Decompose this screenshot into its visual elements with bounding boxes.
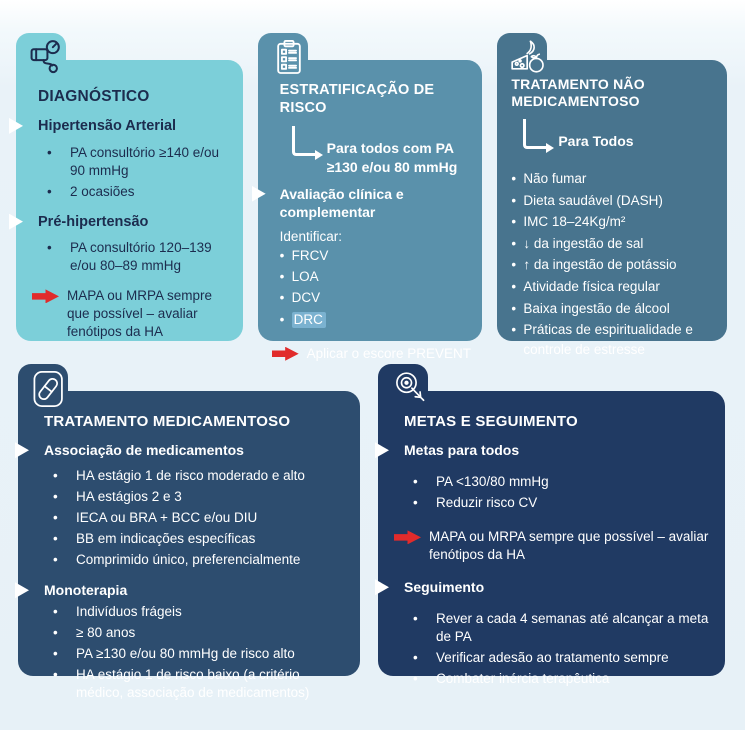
panel-estratificacao-de-risco xyxy=(258,33,483,361)
list-item: • PA <130/80 mmHg xyxy=(404,473,715,491)
panel-body xyxy=(258,60,483,361)
panel-title: ESTRATIFICAÇÃO DE RISCO xyxy=(279,82,435,116)
list-item: • Atividade física regular xyxy=(511,277,719,297)
list-item: • IMC 18–24Kg/m² xyxy=(511,212,719,232)
subheading: Identificar: xyxy=(279,229,342,245)
red-arrow-note: MAPA ou MRPA sempre que possível – avaliar fenótipos da HA xyxy=(394,528,715,564)
list-item-highlighted xyxy=(280,310,473,329)
list-item: • Baixa ingestão de álcool xyxy=(511,299,719,319)
panel-tratamento-medicamentoso xyxy=(18,364,360,701)
list-item: • Verificar adesão ao tratamento sempre xyxy=(404,649,715,667)
bullet-list xyxy=(511,169,719,359)
panel-tratamento-nao-medicamentoso xyxy=(497,33,727,357)
bullet-list xyxy=(44,467,350,569)
list-item: • DCV xyxy=(280,288,473,307)
panel-metas-e-seguimento xyxy=(378,364,725,687)
elbow-arrow-icon xyxy=(292,126,316,156)
red-arrow-icon xyxy=(272,347,299,361)
bullet-list xyxy=(44,603,350,702)
section-heading-seguimento: Seguimento xyxy=(404,578,715,596)
section-heading-hipertensao: Hipertensão Arterial xyxy=(38,117,231,136)
list-item: • ↓ da ingestão de sal xyxy=(511,234,719,254)
list-item: • HA estágio 1 de risco baixo (a critério médico, associação de medicamentos) xyxy=(44,666,350,702)
list-item: • PA consultório 120–139 e/ou 80–89 mmHg xyxy=(38,239,231,275)
panel-body xyxy=(18,391,360,701)
bullet-list xyxy=(404,473,715,512)
red-arrow-icon xyxy=(32,289,59,303)
bullet-list xyxy=(280,246,473,329)
red-arrow-note: Aplicar o escore PREVENT xyxy=(272,345,473,363)
list-item: • FRCV xyxy=(280,246,473,265)
chevron-right-icon xyxy=(9,214,23,230)
chevron-right-icon xyxy=(375,442,389,458)
list-item: • PA ≥130 e/ou 80 mmHg de risco alto xyxy=(44,645,350,663)
list-item: • ≥ 80 anos xyxy=(44,624,350,642)
list-item: • Comprimido único, preferencialmente xyxy=(44,551,350,569)
target-icon xyxy=(389,369,429,409)
elbow-arrow-icon xyxy=(523,119,547,149)
panel-title: DIAGNÓSTICO xyxy=(38,88,150,105)
top-row xyxy=(16,33,727,361)
list-item: • Combater inércia terapêutica xyxy=(404,670,715,688)
list-item: • PA consultório ≥140 e/ou 90 mmHg xyxy=(38,144,231,180)
chevron-right-icon xyxy=(15,582,29,598)
chevron-right-icon xyxy=(252,186,266,202)
list-item: • Práticas de espiritualidade e controle de estresse xyxy=(511,320,719,359)
panel-title: TRATAMENTO MEDICAMENTOSO xyxy=(44,413,291,430)
panel-body xyxy=(497,60,727,357)
panel-body xyxy=(378,391,725,687)
highlighted-text: DRC xyxy=(292,312,326,328)
list-item: • Indivíduos frágeis xyxy=(44,603,350,621)
list-item: • BB em indicações específicas xyxy=(44,530,350,548)
bullet-list xyxy=(38,144,231,201)
blood-pressure-monitor-icon xyxy=(27,38,67,78)
section-heading-monoterapia: Monoterapia xyxy=(44,581,350,599)
list-item: • Rever a cada 4 semanas até alcançar a meta de PA xyxy=(404,610,715,646)
arrow-note: Para todos com PA ≥130 e/ou 80 mmHg xyxy=(292,126,473,162)
red-arrow-note: MAPA ou MRPA sempre que possível – avaliar fenótipos da HA xyxy=(32,287,231,341)
list-item: • IECA ou BRA + BCC e/ou DIU xyxy=(44,509,350,527)
list-item: • Dieta saudável (DASH) xyxy=(511,191,719,211)
chevron-right-icon xyxy=(375,579,389,595)
list-item: • HA estágio 1 de risco moderado e alto xyxy=(44,467,350,485)
bullet-list xyxy=(404,610,715,688)
section-heading-avaliacao: Avaliação clínica e complementar xyxy=(280,185,473,221)
list-item: • 2 ocasiões xyxy=(38,183,231,201)
list-item: • Reduzir risco CV xyxy=(404,494,715,512)
bullet-list xyxy=(38,239,231,275)
panel-title: TRATAMENTO NÃO MEDICAMENTOSO xyxy=(511,76,645,110)
red-arrow-icon xyxy=(394,530,421,544)
list-item: • Não fumar xyxy=(511,169,719,189)
bottom-row xyxy=(18,364,725,701)
panel-diagnostico xyxy=(16,33,243,341)
healthy-food-icon xyxy=(508,38,548,78)
section-heading-pre-hipertensao: Pré-hipertensão xyxy=(38,213,231,232)
clipboard-checklist-icon xyxy=(269,38,309,78)
list-item: • ↑ da ingestão de potássio xyxy=(511,255,719,275)
arrow-note: Para Todos xyxy=(523,119,719,149)
section-heading-associacao: Associação de medicamentos xyxy=(44,441,350,459)
panel-body xyxy=(16,60,243,341)
section-heading-metas: Metas para todos xyxy=(404,441,715,459)
chevron-right-icon xyxy=(9,118,23,134)
chevron-right-icon xyxy=(15,442,29,458)
pill-icon xyxy=(29,369,69,409)
list-item: • LOA xyxy=(280,267,473,286)
panel-title: METAS E SEGUIMENTO xyxy=(404,413,578,430)
list-item: • HA estágios 2 e 3 xyxy=(44,488,350,506)
